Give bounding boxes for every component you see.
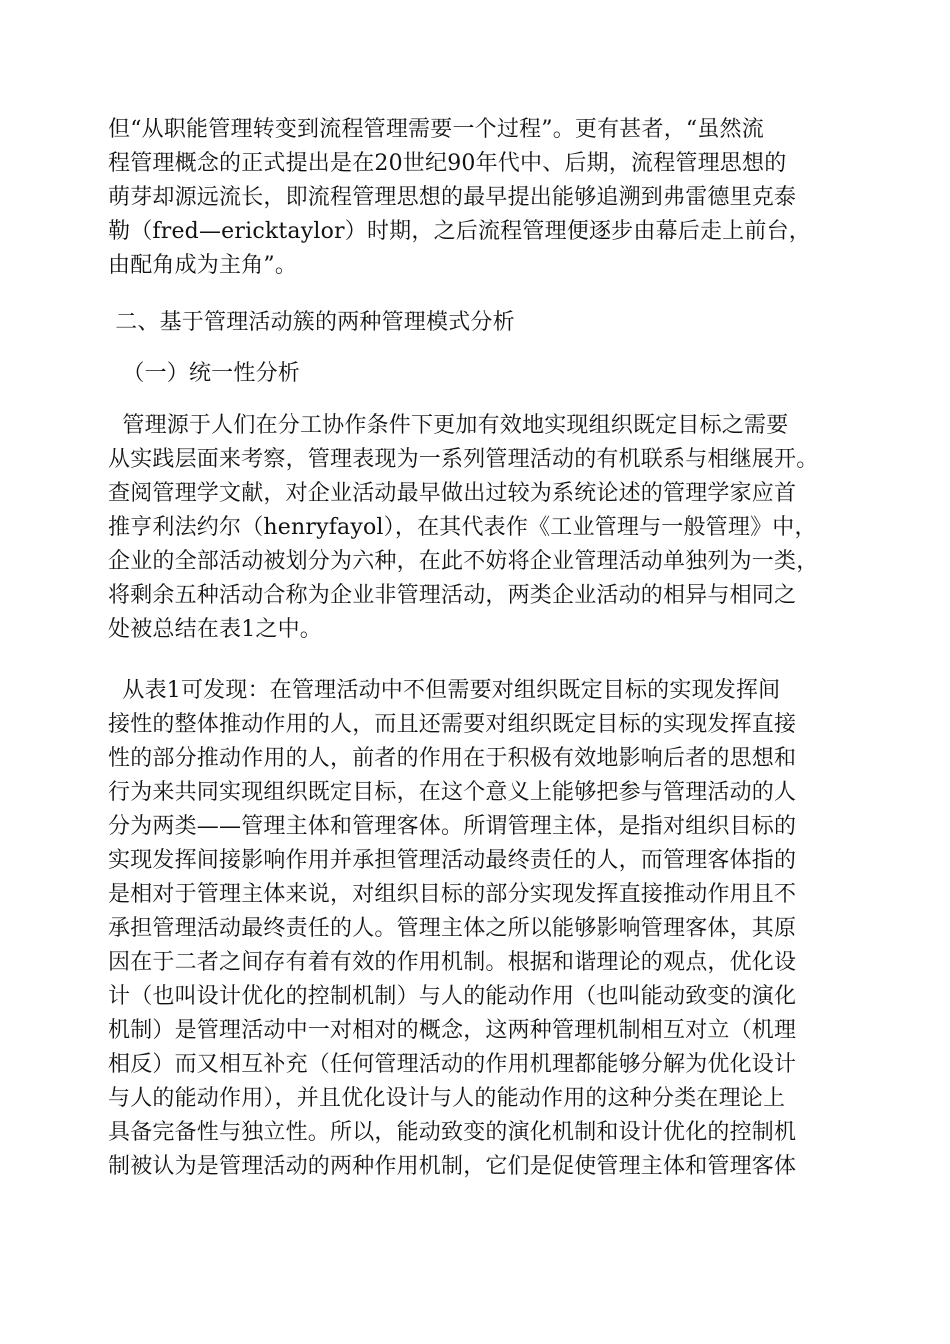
text-line: 性的部分推动作用的人，前者的作用在于积极有效地影响后者的思想和	[108, 746, 797, 771]
text-line: 具备完备性与独立性。所以，能动致变的演化机制和设计优化的控制机	[108, 1120, 797, 1145]
text-line: 分为两类——管理主体和管理客体。所谓管理主体，是指对组织目标的	[108, 814, 797, 839]
text-line: 接性的整体推动作用的人，而且还需要对组织既定目标的实现发挥直接	[108, 712, 797, 737]
text-line: 计（也叫设计优化的控制机制）与人的能动作用（也叫能动致变的演化	[108, 984, 797, 1009]
paragraph-management-origin	[108, 409, 848, 647]
text-line: 机制）是管理活动中一对相对的概念，这两种管理机制相互对立（机理	[108, 1018, 797, 1043]
text-line: 承担管理活动最终责任的人。管理主体之所以能够影响管理客体，其原	[108, 916, 797, 941]
text-line: 与人的能动作用），并且优化设计与人的能动作用的这种分类在理论上	[108, 1086, 786, 1111]
paragraph-process-management	[108, 113, 848, 283]
text-line: 将剩余五种活动合称为企业非管理活动，两类企业活动的相异与相同之	[108, 583, 797, 608]
section-heading	[108, 306, 848, 340]
text-line: 行为来共同实现组织既定目标，在这个意义上能够把参与管理活动的人	[108, 780, 797, 805]
text-line: 程管理概念的正式提出是在20世纪90年代中、后期，流程管理思想的	[108, 151, 787, 176]
text-line: 处被总结在表1之中。	[108, 617, 322, 642]
subsection-heading-text: （一）统一性分析	[108, 361, 300, 386]
text-line: 企业的全部活动被划分为六种，在此不妨将企业管理活动单独列为一类，	[108, 549, 819, 574]
text-line: 相反）而又相互补充（任何管理活动的作用机理都能够分解为优化设计	[108, 1052, 797, 1077]
subsection-heading	[108, 357, 848, 391]
text-line: 勒（fred—ericktaylor）时期，之后流程管理便逐步由幕后走上前台，	[108, 219, 811, 244]
text-line: 是相对于管理主体来说，对组织目标的部分实现发挥直接推动作用且不	[108, 882, 797, 907]
paragraph-management-subject-object	[108, 674, 848, 1184]
text-line: 制被认为是管理活动的两种作用机制，它们是促使管理主体和管理客体	[108, 1154, 797, 1179]
text-line: 查阅管理学文献，对企业活动最早做出过较为系统论述的管理学家应首	[108, 481, 797, 506]
text-line: 从表1可发现：在管理活动中不但需要对组织既定目标的实现发挥间	[108, 678, 781, 703]
text-line: 由配角成为主角”。	[108, 253, 298, 278]
text-line: 萌芽却源远流长，即流程管理思想的最早提出能够追溯到弗雷德里克泰	[108, 185, 797, 210]
text-line: 实现发挥间接影响作用并承担管理活动最终责任的人，而管理客体指的	[108, 848, 797, 873]
text-line: 从实践层面来考察，管理表现为一系列管理活动的有机联系与相继展开。	[108, 447, 819, 472]
section-heading-text: 二、基于管理活动簇的两种管理模式分析	[108, 310, 515, 335]
text-line: 因在于二者之间存有着有效的作用机制。根据和谐理论的观点，优化设	[108, 950, 797, 975]
text-line: 管理源于人们在分工协作条件下更加有效地实现组织既定目标之需要	[108, 413, 789, 438]
text-line: 但“从职能管理转变到流程管理需要一个过程”。更有甚者，“虽然流	[108, 117, 764, 142]
text-line: 推亨利法约尔（henryfayol），在其代表作《工业管理与一般管理》中，	[108, 515, 817, 540]
